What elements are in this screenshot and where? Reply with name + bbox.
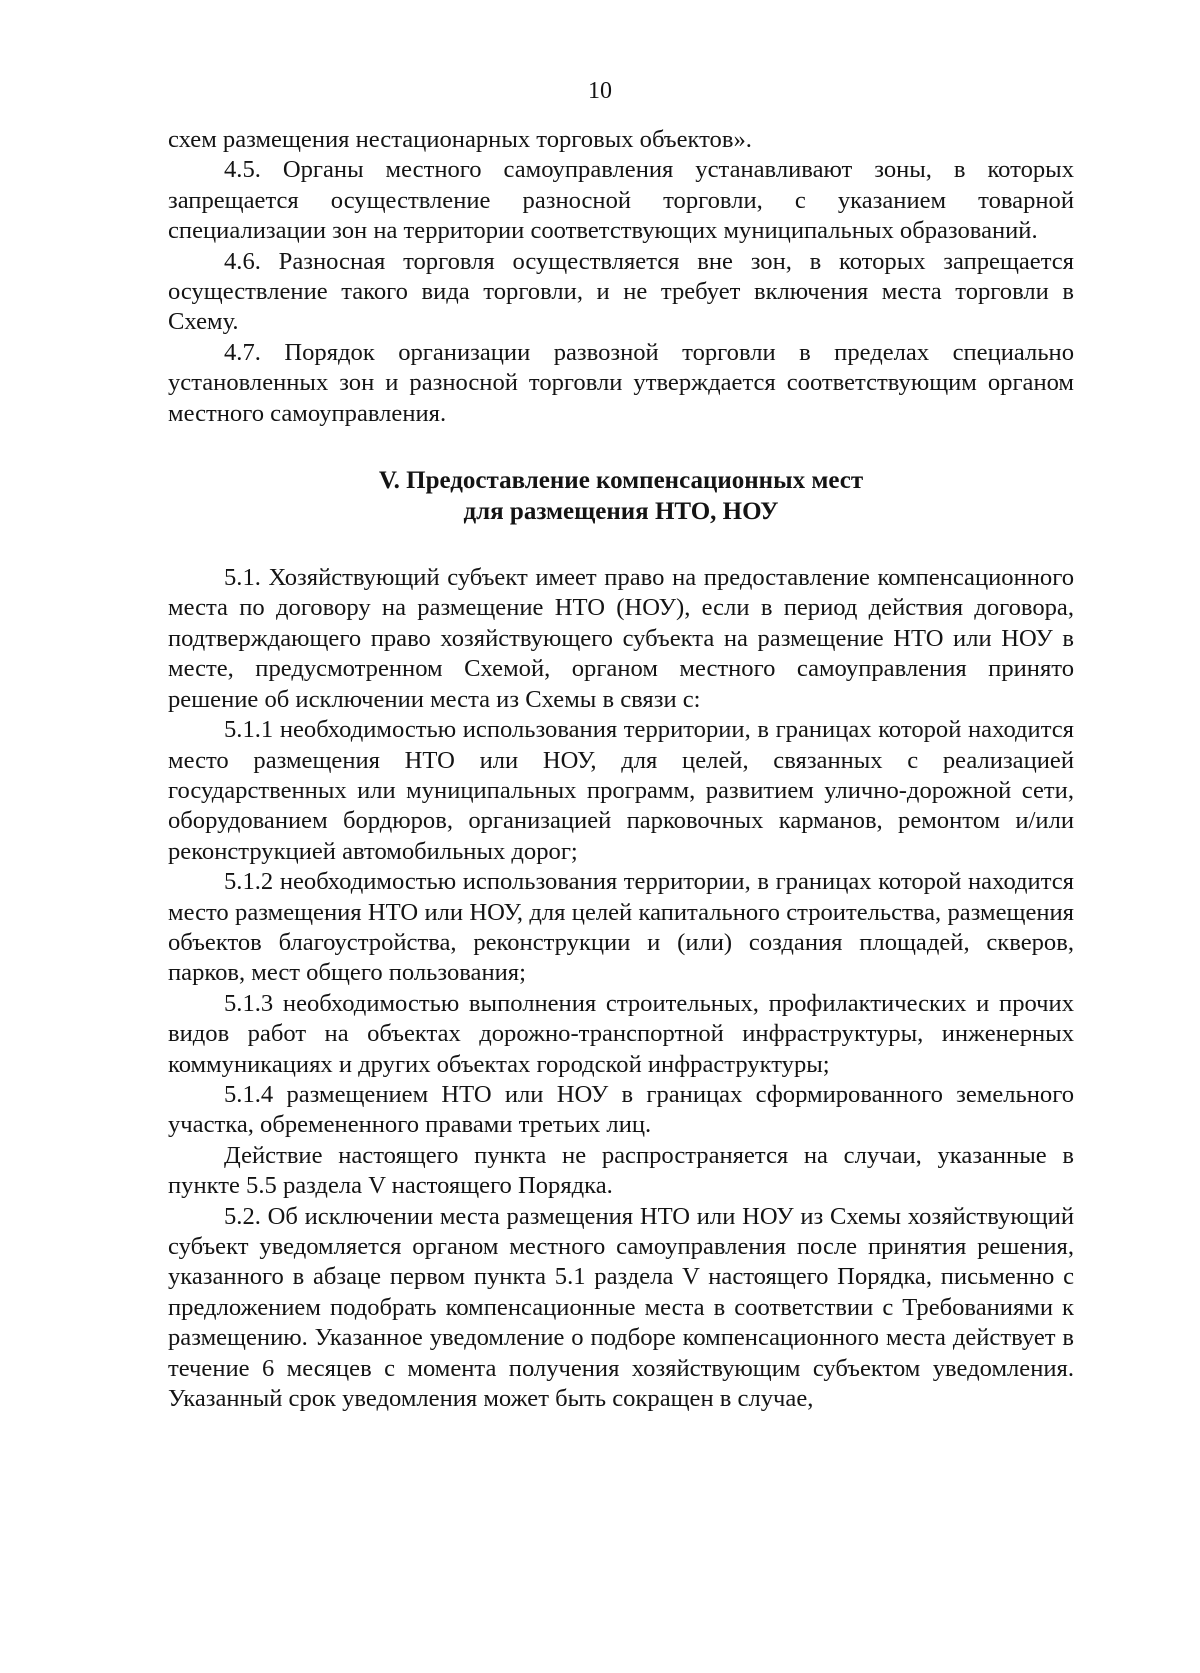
paragraph-exception-note: Действие настоящего пункта не распространяется на случаи, указанные в пункте 5.5 раздела V настоящего Порядка. bbox=[168, 1141, 1074, 1200]
page-number: 10 bbox=[588, 78, 612, 104]
section-heading bbox=[168, 465, 1074, 527]
paragraph-4-5: 4.5. Органы местного самоуправления устанавливают зоны, в которых запрещается осуществление разносной торговли, с указанием товарной специализации зон на территории соответствующих муниципальных образований. bbox=[168, 156, 1074, 245]
section-heading-line-1: V. Предоставление компенсационных мест bbox=[378, 467, 864, 495]
paragraph-4-7: 4.7. Порядок организации развозной торговли в пределах специально установленных зон и разносной торговли утверждается соответствующим органом местного самоуправления. bbox=[168, 338, 1074, 427]
paragraph-5-2: 5.2. Об исключении места размещения НТО или НОУ из Схемы хозяйствующий субъект уведомляется органом местного самоуправления после принятия решения, указанного в абзаце первом пункта 5.1 раздела V настоящего Порядка, письменно с предложением подобрать компенсационные места в соответствии с Требованиями к размещению. Указанное уведомление о подборе компенсационного места действует в течение 6 месяцев с момента получения хозяйствующим субъектом уведомления. Указанный срок уведомления может быть сокращен в случае, bbox=[168, 1202, 1074, 1413]
paragraph-5-1: 5.1. Хозяйствующий субъект имеет право на предоставление компенсационного места по договору на размещение НТО (НОУ), если в период действия договора, подтверждающего право хозяйствующего субъекта на размещение НТО или НОУ в месте, предусмотренном Схемой, органом местного самоуправления принято решение об исключении места из Схемы в связи с: bbox=[168, 564, 1074, 713]
paragraph-5-1-4: 5.1.4 размещением НТО или НОУ в границах сформированного земельного участка, обремененного правами третьих лиц. bbox=[168, 1080, 1074, 1139]
paragraph-continuation: схем размещения нестационарных торговых объектов». bbox=[168, 126, 752, 153]
paragraph-5-1-1: 5.1.1 необходимостью использования территории, в границах которой находится место размещения НТО или НОУ, для целей, связанных с реализацией государственных или муниципальных программ, развитием улично-дорожной сети, оборудованием бордюров, организацией парковочных карманов, ремонтом и/или реконструкцией автомобильных дорог; bbox=[168, 716, 1074, 865]
document-body bbox=[168, 125, 1074, 1414]
paragraph-4-6: 4.6. Разносная торговля осуществляется вне зон, в которых запрещается осуществление такого вида торговли, и не требует включения места торговли в Схему. bbox=[168, 247, 1074, 336]
paragraph-5-1-3: 5.1.3 необходимостью выполнения строительных, профилактических и прочих видов работ на объектах дорожно-транспортной инфраструктуры, инженерных коммуникациях и других объектах городской инфраструктуры; bbox=[168, 989, 1074, 1078]
section-heading-line-2: для размещения НТО, НОУ bbox=[463, 498, 779, 526]
paragraph-5-1-2: 5.1.2 необходимостью использования территории, в границах которой находится место размещения НТО или НОУ, для целей капитального строительства, размещения объектов благоустройства, реконструкции и (или) создания площадей, скверов, парков, мест общего пользования; bbox=[168, 868, 1074, 987]
